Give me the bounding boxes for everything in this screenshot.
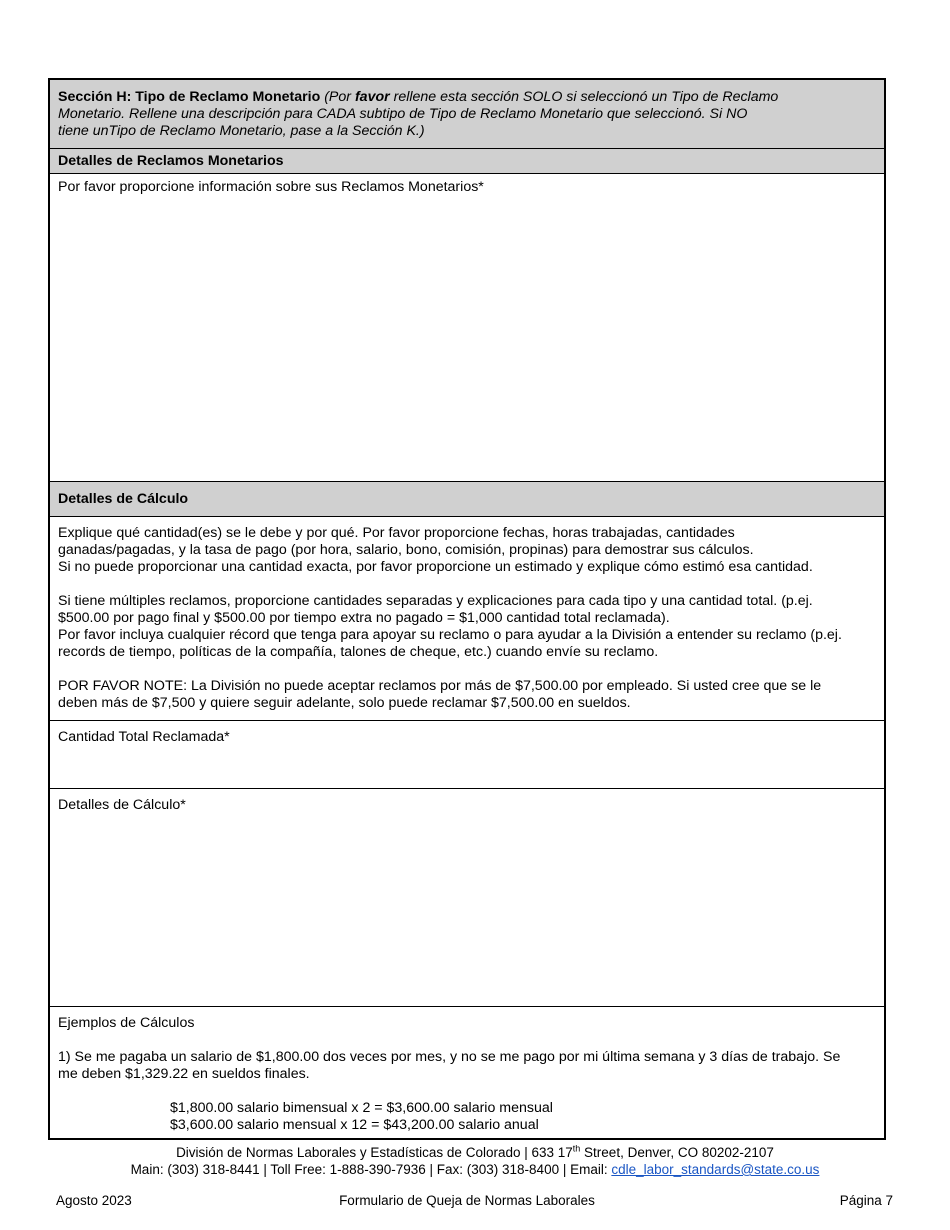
instruction-line: Explique qué cantidad(es) se le debe y por qué. Por favor proporcione fechas, horas trabajadas, cantidades bbox=[58, 525, 735, 541]
monetary-claim-form bbox=[48, 78, 886, 1140]
footer-contact-text: Main: (303) 318-8441 | Toll Free: 1-888-390-7936 | Fax: (303) 318-8400 | Email: bbox=[130, 1162, 612, 1177]
instruction-line: Si tiene múltiples reclamos, proporcione cantidades separadas y explicaciones para cada tipo y una cantidad total. (p.ej. bbox=[58, 593, 813, 609]
footer-address-pre: División de Normas Laborales y Estadísticas de Colorado | 633 17 bbox=[176, 1145, 573, 1160]
section-h-title: Sección H: Tipo de Reclamo Monetario bbox=[58, 89, 321, 105]
instruction-line: deben más de $7,500 y quiere seguir adelante, solo puede reclamar $7,500.00 en sueldos. bbox=[58, 695, 631, 711]
example-calc-line-2: $3,600.00 salario mensual x 12 = $43,200.00 salario anual bbox=[170, 1117, 539, 1133]
footer-form-name: Formulario de Queja de Normas Laborales bbox=[339, 1193, 595, 1208]
monetary-claims-label: Por favor proporcione información sobre sus Reclamos Monetarios* bbox=[58, 179, 484, 195]
total-claimed-label: Cantidad Total Reclamada* bbox=[58, 729, 230, 745]
monetary-details-header: Detalles de Reclamos Monetarios bbox=[50, 149, 884, 174]
instruction-line: records de tiempo, políticas de la compañía, talones de cheque, etc.) cuando envíe su reclamo. bbox=[58, 644, 659, 660]
instruction-line: ganadas/pagadas, y la tasa de pago (por hora, salario, bono, comisión, propinas) para demostrar sus cálculos. bbox=[58, 542, 754, 558]
section-h-header bbox=[50, 80, 884, 149]
section-h-instruction-a: (Por bbox=[320, 89, 355, 105]
calculation-details-label: Detalles de Cálculo* bbox=[58, 797, 186, 813]
instruction-line: POR FAVOR NOTE: La División no puede aceptar reclamos por más de $7,500.00 por empleado. Si usted cree que se le bbox=[58, 678, 822, 694]
instruction-line: Si no puede proporcionar una cantidad exacta, por favor proporcione un estimado y explique cómo estimó esa cantidad. bbox=[58, 559, 813, 575]
example-1-line-1: 1) Se me pagaba un salario de $1,800.00 dos veces por mes, y no se me pago por mi última semana y 3 días de trabajo. Se bbox=[58, 1049, 841, 1065]
monetary-claims-field[interactable] bbox=[50, 174, 884, 482]
footer-address-post: Street, Denver, CO 80202-2107 bbox=[580, 1145, 774, 1160]
calculation-details-header: Detalles de Cálculo bbox=[50, 482, 884, 517]
total-claimed-field[interactable] bbox=[50, 721, 884, 789]
instruction-line: $500.00 por pago final y $500.00 por tiempo extra no pagado = $1,000 cantidad total reclamada). bbox=[58, 610, 670, 626]
section-h-instruction-line3: tiene unTipo de Reclamo Monetario, pase a la Sección K.) bbox=[58, 123, 425, 139]
instruction-line: Por favor incluya cualquier récord que tenga para apoyar su reclamo o para ayudar a la División a entender su reclamo (p.ej. bbox=[58, 627, 842, 643]
footer-address bbox=[0, 1145, 950, 1161]
footer-page-number: Página 7 bbox=[839, 1193, 893, 1208]
instruction-lines bbox=[58, 525, 876, 712]
footer-email-link[interactable]: cdle_labor_standards@state.co.us bbox=[611, 1162, 820, 1177]
instruction-line bbox=[58, 576, 876, 593]
example-calc-line-1: $1,800.00 salario bimensual x 2 = $3,600.00 salario mensual bbox=[170, 1100, 553, 1116]
calculation-examples bbox=[50, 1007, 884, 1140]
examples-title: Ejemplos de Cálculos bbox=[58, 1015, 195, 1031]
section-h-instruction-line2: Monetario. Rellene una descripción para CADA subtipo de Tipo de Reclamo Monetario que seleccionó. Si NO bbox=[58, 106, 748, 122]
footer-contact bbox=[0, 1162, 950, 1178]
calculation-instructions bbox=[50, 517, 884, 721]
footer-date: Agosto 2023 bbox=[56, 1193, 132, 1208]
example-1-line-2: me deben $1,329.22 en sueldos finales. bbox=[58, 1066, 310, 1082]
instruction-line bbox=[58, 661, 876, 678]
footer-address-sup: th bbox=[572, 1143, 581, 1154]
calculation-details-field[interactable] bbox=[50, 789, 884, 1007]
section-h-instruction-bold: favor bbox=[354, 89, 390, 105]
section-h-instruction-b: rellene esta sección SOLO si seleccionó un Tipo de Reclamo bbox=[389, 89, 779, 105]
